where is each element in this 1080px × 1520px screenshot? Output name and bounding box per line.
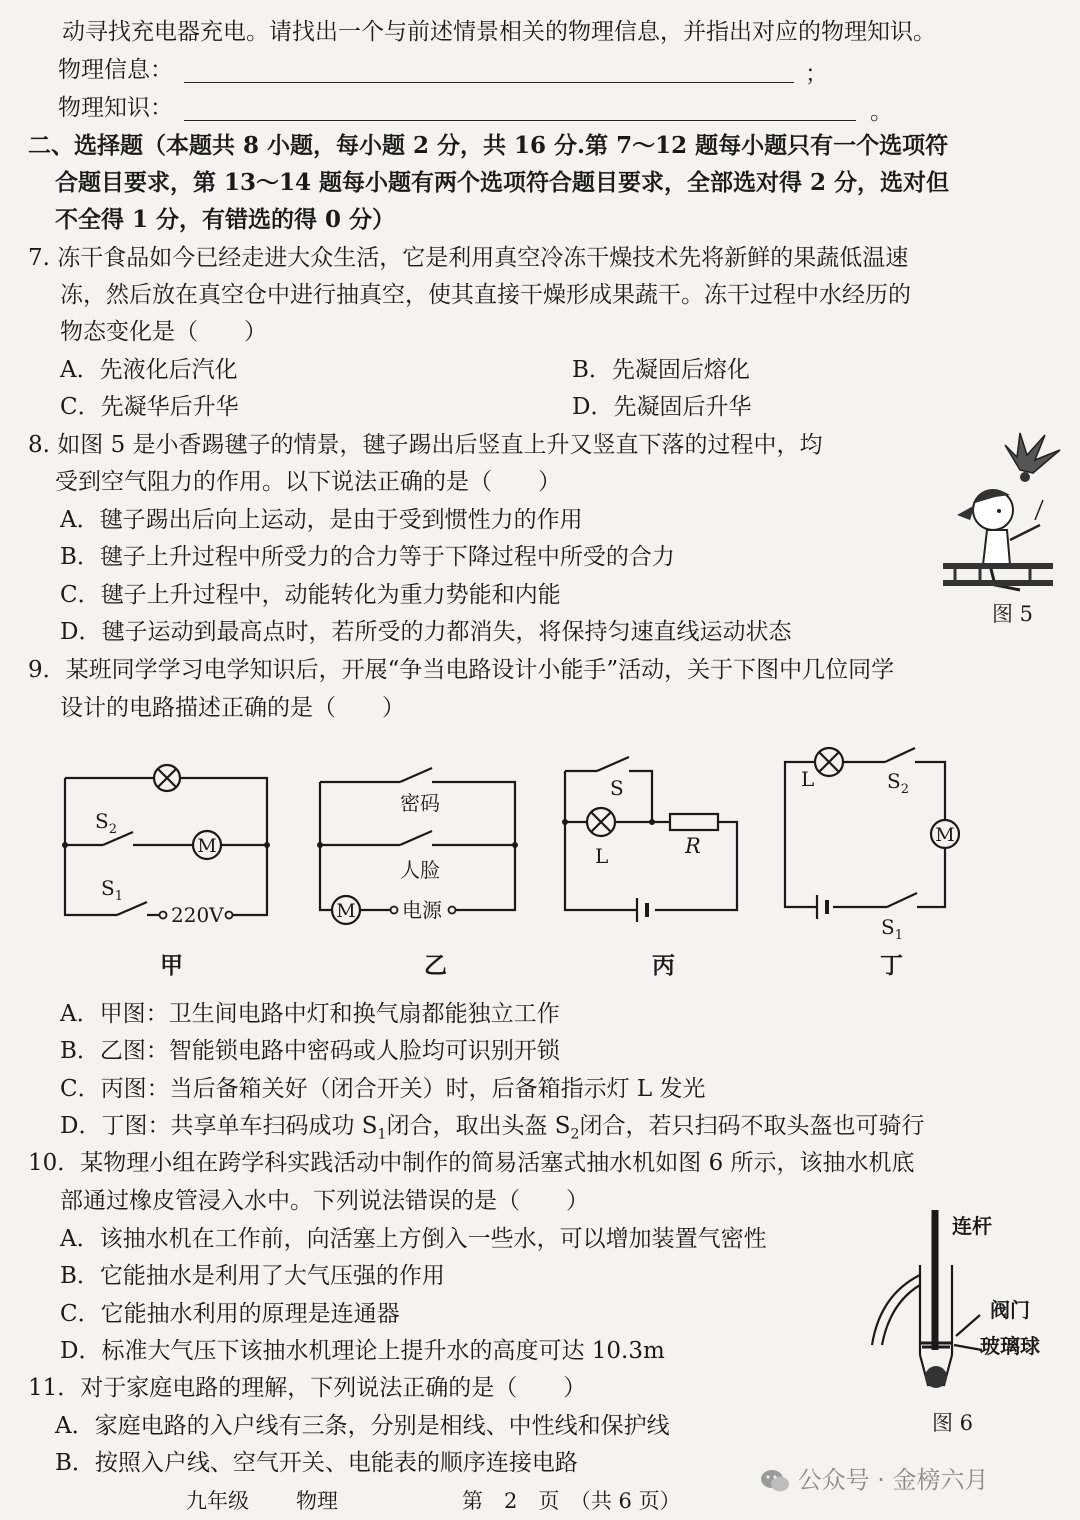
- circuit-name: 丙: [652, 952, 675, 979]
- option-d: D．标准大气压下该抽水机理论上提升水的高度可达 10.3m: [60, 1338, 665, 1364]
- glass-ball-label: 玻璃球: [980, 1334, 1040, 1358]
- watermark: 公众号 · 金榜六月: [760, 1460, 989, 1495]
- rod-label: 连杆: [952, 1214, 992, 1238]
- password-label: 密码: [400, 791, 440, 815]
- question-10: 10．某物理小组在跨学科实践活动中制作的简易活塞式抽水机如图 6 所示，该抽水机底: [28, 1150, 915, 1176]
- circuit-name: 丁: [880, 952, 903, 979]
- footer-grade: 九年级: [186, 1489, 249, 1513]
- svg-text:S1: $S_1$: [101, 876, 123, 904]
- option-c: C．它能抽水利用的原理是连通器: [60, 1301, 400, 1327]
- question-8: 受到空气阻力的作用。以下说法正确的是（ ）: [55, 469, 561, 495]
- option-a: A．先液化后汽化: [60, 357, 238, 383]
- punct: 。: [870, 99, 893, 125]
- voltage-label: 220V: [171, 903, 224, 925]
- option-b: B．乙图：智能锁电路中密码或人脸均可识别开锁: [60, 1038, 560, 1064]
- switch-label: S: [610, 776, 624, 800]
- option-b: B．先凝固后熔化: [572, 357, 750, 383]
- option-c: C．丙图：当后备箱关好（闭合开关）时，后备箱指示灯 L 发光: [60, 1076, 706, 1102]
- wechat-icon: [760, 1469, 790, 1493]
- physics-knowledge-blank[interactable]: [184, 120, 856, 121]
- physics-info-label: 物理信息：: [58, 57, 173, 83]
- question-7: 物态变化是（ ）: [60, 319, 267, 345]
- face-label: 人脸: [400, 858, 440, 882]
- question-9: 9．某班同学学习电学知识后，开展“争当电路设计小能手”活动，关于下图中几位同学: [28, 657, 895, 683]
- question-10: 部通过橡皮管浸入水中。下列说法错误的是（ ）: [60, 1188, 589, 1214]
- option-d: D．丁图：共享单车扫码成功 $S_1$闭合，取出头盔 $S_2$闭合，若只扫码不取头盔也可骑行: [60, 1113, 925, 1143]
- text-line: 动寻找充电器充电。请找出一个与前述情景相关的物理信息，并指出对应的物理知识。: [62, 19, 936, 45]
- question-7: 冻，然后放在真空仓中进行抽真空，使其直接干燥形成果蔬干。冻干过程中水经历的: [60, 282, 911, 308]
- svg-text:S2: $S_2$: [95, 809, 117, 837]
- motor-label: M: [336, 900, 356, 922]
- punct: ；: [805, 61, 828, 87]
- shuttlecock-kick-illustration: [935, 425, 1075, 605]
- switch-label: S: [95, 809, 109, 833]
- option-a: A．甲图：卫生间电路中灯和换气扇都能独立工作: [60, 1001, 560, 1027]
- option-c: C．先凝华后升华: [60, 394, 239, 420]
- power-label: 电源: [402, 898, 442, 922]
- question-11: 11．对于家庭电路的理解，下列说法正确的是（ ）: [28, 1375, 587, 1401]
- physics-knowledge-label: 物理知识：: [58, 95, 173, 121]
- switch-label: S: [881, 915, 895, 939]
- section-heading: 合题目要求，第 13～14 题每小题有两个选项符合题目要求，全部选对得 2 分，选对但: [55, 169, 950, 196]
- svg-text:S1: $S_1$: [881, 915, 903, 942]
- lamp-label: L: [595, 844, 609, 868]
- piston-pump-diagram: [860, 1205, 1075, 1435]
- figure-caption: 图 6: [932, 1411, 974, 1435]
- circuit-bing: [555, 755, 755, 925]
- circuit-ding: [775, 742, 960, 942]
- option-d: D．毽子运动到最高点时，若所受的力都消失，将保持匀速直线运动状态: [60, 619, 792, 645]
- option-c: C．毽子上升过程中，动能转化为重力势能和内能: [60, 582, 561, 608]
- option-b: B．按照入户线、空气开关、电能表的顺序连接电路: [55, 1450, 578, 1476]
- option-a: A．家庭电路的入户线有三条，分别是相线、中性线和保护线: [55, 1413, 670, 1439]
- circuit-name: 甲: [160, 952, 183, 979]
- physics-info-blank[interactable]: [184, 82, 794, 83]
- question-7: 7. 冻干食品如今已经走进大众生活，它是利用真空冷冻干燥技术先将新鲜的果蔬低温速: [28, 245, 909, 271]
- section-heading: 二、选择题（本题共 8 小题，每小题 2 分，共 16 分.第 7～12 题每小题只有一个选项符: [28, 132, 949, 159]
- switch-label: S: [887, 769, 901, 793]
- footer-page: 第 2 页 （共 6 页）: [462, 1489, 681, 1513]
- question-9: 设计的电路描述正确的是（ ）: [60, 695, 405, 721]
- figure-caption: 图 5: [992, 602, 1034, 626]
- svg-text:S2: $S_2$: [887, 769, 909, 797]
- lamp-label: L: [801, 767, 815, 791]
- option-b: B．毽子上升过程中所受力的合力等于下降过程中所受的合力: [60, 544, 675, 570]
- footer-subject: 物理: [296, 1489, 338, 1513]
- circuit-jia: [55, 750, 280, 925]
- valve-label: 阀门: [990, 1298, 1030, 1322]
- option-a: A．毽子踢出后向上运动，是由于受到惯性力的作用: [60, 507, 583, 533]
- switch-label: S: [101, 876, 115, 900]
- circuit-yi: [310, 760, 530, 930]
- motor-label: M: [197, 835, 217, 857]
- section-heading: 不全得 1 分，有错选的得 0 分）: [55, 206, 396, 233]
- option-a: A．该抽水机在工作前，向活塞上方倒入一些水，可以增加装置气密性: [60, 1226, 767, 1252]
- option-d: D．先凝固后升华: [572, 394, 752, 420]
- resistor-label: R: [685, 834, 701, 858]
- question-8: 8. 如图 5 是小香踢毽子的情景，毽子踢出后竖直上升又竖直下落的过程中，均: [28, 432, 823, 458]
- option-b: B．它能抽水是利用了大气压强的作用: [60, 1263, 445, 1289]
- motor-label: M: [935, 824, 955, 846]
- circuit-name: 乙: [424, 952, 447, 979]
